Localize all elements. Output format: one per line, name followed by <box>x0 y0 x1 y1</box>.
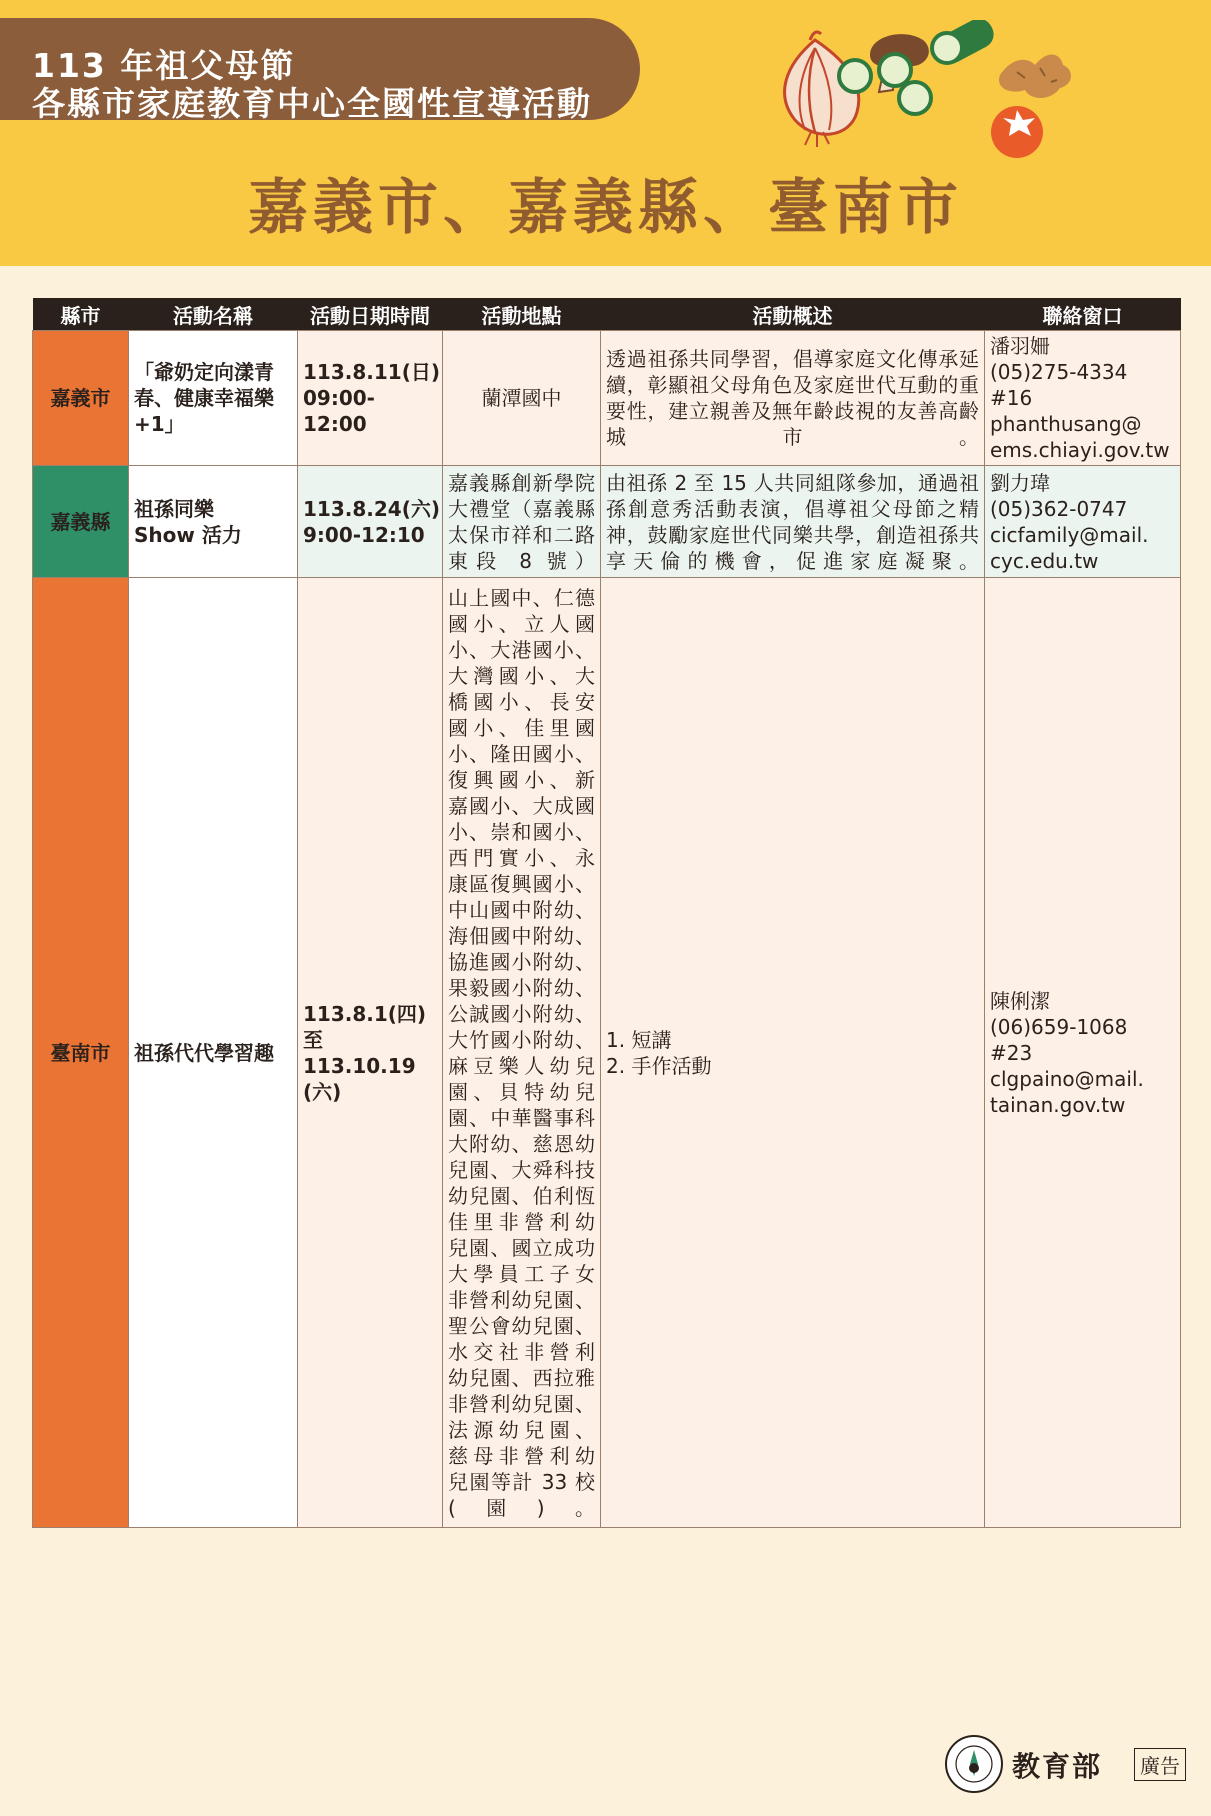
cucumber-icon <box>839 20 999 114</box>
venue-line: 小、崇和國小、 <box>448 819 595 844</box>
venue-line: 復興國小、新 <box>448 767 595 792</box>
contact-name: 陳俐潔 <box>990 988 1050 1013</box>
date-line: (六) <box>303 1079 342 1104</box>
contact-email[interactable]: phanthusang@ <box>990 412 1142 436</box>
title-line-2: 各縣市家庭教育中心全國性宣導活動 <box>32 84 592 123</box>
date-line: 9:00-12:10 <box>303 522 425 547</box>
venue-line: 大附幼、慈恩幼 <box>448 1131 595 1156</box>
venue-line: 小、大港國小、 <box>448 637 595 662</box>
contact-phone: (05)275-4334 #16 <box>990 360 1128 410</box>
venue-line: 大灣國小、大 <box>448 663 595 688</box>
venue-line: 國小、佳里國 <box>448 715 595 740</box>
activity-name: 「爺奶定向漾青春、健康幸福樂+1」 <box>129 331 298 466</box>
venue-line: 兒園、大舜科技 <box>448 1157 595 1182</box>
venue-line: 海佃國中附幼、 <box>448 923 595 948</box>
contact-name: 潘羽姍 <box>990 334 1050 358</box>
contact-email[interactable]: tainan.gov.tw <box>990 1092 1126 1117</box>
summary-line: 2. 手作活動 <box>606 1053 712 1078</box>
activity-summary: 透過祖孫共同學習，倡導家庭文化傳承延續，彰顯祖父母角色及家庭世代互動的重要性，建立親善及無年齡歧視的友善高齡城市。 <box>601 331 985 466</box>
header-county: 縣市 <box>33 298 129 331</box>
activity-summary: 由祖孫 2 至 15 人共同組隊參加，通過祖孫創意秀活動表演，倡導祖父母節之精神，鼓勵家庭世代同樂共學，創造祖孫共享天倫的機會，促進家庭凝聚。 <box>601 466 985 578</box>
vegetable-illustration <box>755 20 1205 160</box>
venue-line: 慈母非營利幼 <box>448 1443 595 1468</box>
summary-line: 1. 短講 <box>606 1027 672 1052</box>
contact-phone: (05)362-0747 <box>990 496 1128 521</box>
ministry-seal-icon <box>944 1734 1004 1794</box>
county-cell: 嘉義縣 <box>33 466 129 578</box>
venue-line: 兒園等計 33 校 <box>448 1469 595 1494</box>
activity-date <box>298 578 443 1528</box>
venue-line: 山上國中、仁德 <box>448 585 595 610</box>
table-row <box>33 331 1181 466</box>
contact-email[interactable]: clgpaino@mail. <box>990 1066 1144 1091</box>
activity-venue: 嘉義縣創新學院大禮堂（嘉義縣太保市祥和二路東段 8 號） <box>443 466 601 578</box>
venue-line: 水交社非營利 <box>448 1339 595 1364</box>
venue-line: 佳里非營利幼 <box>448 1209 595 1234</box>
date-line: 113.8.1(四) <box>303 1001 427 1026</box>
venue-line: 兒園、國立成功 <box>448 1235 595 1260</box>
venue-line: 麻豆樂人幼兒 <box>448 1053 595 1078</box>
venue-line: 中山國中附幼、 <box>448 897 595 922</box>
ministry-name: 教育部 <box>1012 1750 1103 1783</box>
venue-line: 嘉國小、大成國 <box>448 793 595 818</box>
venue-line: 大竹國小附幼、 <box>448 1027 595 1052</box>
date-line: 09:00-12:00 <box>303 386 375 436</box>
venue-line: 公誠國小附幼、 <box>448 1001 595 1026</box>
contact-cell <box>985 331 1181 466</box>
venue-line: 小、隆田國小、 <box>448 741 595 766</box>
venue-line: 協進國小附幼、 <box>448 949 595 974</box>
venue-line: 非營利幼兒園、 <box>448 1391 595 1416</box>
header-venue: 活動地點 <box>443 298 601 331</box>
header-contact: 聯絡窗口 <box>985 298 1181 331</box>
venue-line: (園)。 <box>448 1495 595 1520</box>
venue-line: 園、貝特幼兒 <box>448 1079 595 1104</box>
header-activity: 活動名稱 <box>129 298 298 331</box>
header-date: 活動日期時間 <box>298 298 443 331</box>
contact-cell <box>985 578 1181 1528</box>
ad-label: 廣告 <box>1134 1748 1186 1781</box>
activity-summary <box>601 578 985 1528</box>
venue-line: 幼兒園、西拉雅 <box>448 1365 595 1390</box>
contact-email[interactable]: cicfamily@mail. <box>990 522 1149 547</box>
header-summary: 活動概述 <box>601 298 985 331</box>
activity-venue <box>443 578 601 1528</box>
activity-name-line: Show 活力 <box>134 522 242 547</box>
venue-line: 國小、立人國 <box>448 611 595 636</box>
activity-venue: 蘭潭國中 <box>443 331 601 466</box>
venue-line: 橋國小、長安 <box>448 689 595 714</box>
venue-line: 聖公會幼兒園、 <box>448 1313 595 1338</box>
region-title: 嘉義市、嘉義縣、臺南市 <box>248 173 963 243</box>
table-row <box>33 578 1181 1528</box>
title-badge <box>0 18 640 123</box>
activity-name <box>129 466 298 578</box>
venue-line: 果毅國小附幼、 <box>448 975 595 1000</box>
date-line: 113.8.24(六) <box>303 496 440 521</box>
header-band <box>0 0 1211 266</box>
table-header-row <box>33 298 1181 331</box>
tomato-icon <box>991 106 1043 158</box>
activity-name-line: 祖孫同樂 <box>134 496 214 521</box>
venue-line: 康區復興國小、 <box>448 871 595 896</box>
contact-name: 劉力瑋 <box>990 470 1050 495</box>
venue-line: 幼兒園、伯利恆 <box>448 1183 595 1208</box>
date-line: 113.8.11(日) <box>303 360 440 384</box>
venue-line: 大學員工子女 <box>448 1261 595 1286</box>
table-row <box>33 466 1181 578</box>
venue-line: 西門實小、永 <box>448 845 595 870</box>
activity-date <box>298 331 443 466</box>
contact-cell <box>985 466 1181 578</box>
venue-line: 園、中華醫事科 <box>448 1105 595 1130</box>
county-cell: 臺南市 <box>33 578 129 1528</box>
title-line-1: 113 年祖父母節 <box>32 46 296 85</box>
activity-date <box>298 466 443 578</box>
contact-email[interactable]: ems.chiayi.gov.tw <box>990 438 1170 462</box>
venue-line: 法源幼兒園、 <box>448 1417 595 1442</box>
venue-line: 非營利幼兒園、 <box>448 1287 595 1312</box>
activity-name: 祖孫代代學習趣 <box>129 578 298 1528</box>
ginger-icon <box>999 54 1071 98</box>
contact-email[interactable]: cyc.edu.tw <box>990 548 1099 573</box>
date-line: 至 113.10.19 <box>303 1027 416 1078</box>
contact-phone: (06)659-1068 #23 <box>990 1014 1128 1065</box>
county-cell: 嘉義市 <box>33 331 129 466</box>
activity-table <box>32 298 1181 1528</box>
